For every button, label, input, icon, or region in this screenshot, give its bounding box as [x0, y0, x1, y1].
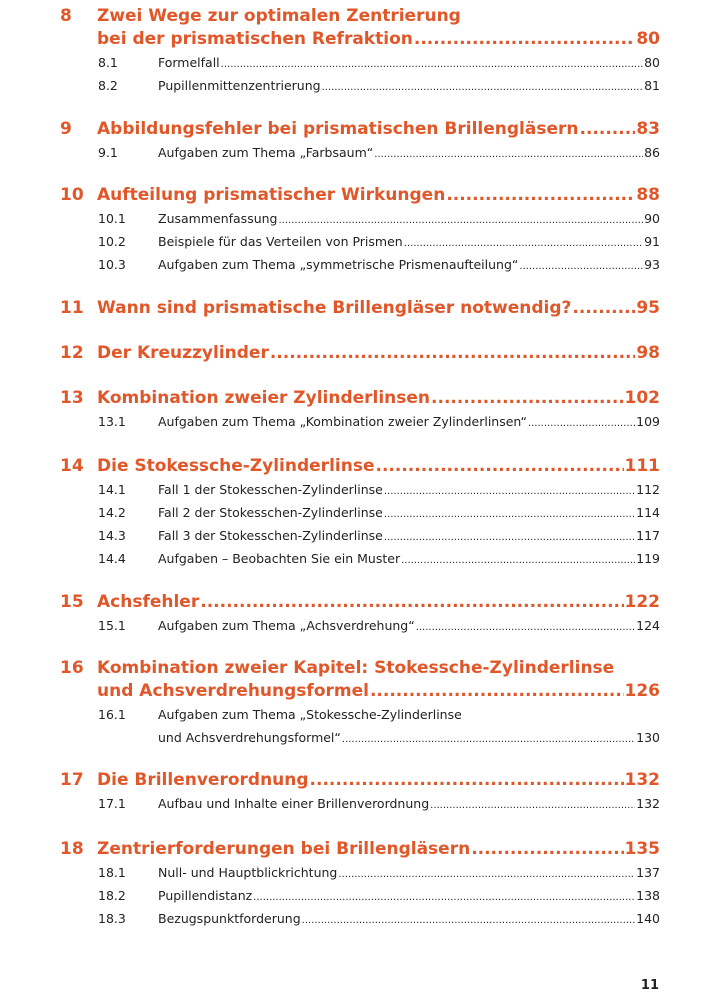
leader-dots [270, 342, 635, 365]
chapter-heading[interactable] [60, 455, 660, 478]
chapter-title: Aufteilung prismatischer Wirkungen [97, 185, 446, 205]
toc-section[interactable] [98, 547, 660, 570]
chapter-heading[interactable] [60, 769, 660, 792]
toc-chapter [60, 5, 660, 97]
leader-dots [375, 455, 623, 478]
section-title: Aufgaben – Beobachten Sie ein Muster [158, 551, 401, 566]
toc-chapter [60, 455, 660, 570]
section-title: Pupillenmittenzentrierung [158, 78, 321, 93]
section-title: Aufgaben zum Thema „Achsverdrehung“ [158, 618, 415, 633]
chapter-heading[interactable] [60, 297, 660, 320]
chapter-title: Abbildungsfehler bei prismatischen Brillengläsern [97, 119, 579, 139]
section-number: 17.1 [98, 796, 126, 811]
chapter-heading[interactable] [60, 591, 660, 614]
leader-dots [253, 886, 635, 909]
leader-dots [374, 143, 643, 166]
chapter-heading[interactable] [60, 657, 660, 680]
section-page: 114 [636, 505, 660, 520]
chapter-title: Der Kreuzzylinder [97, 343, 269, 363]
leader-dots [302, 909, 636, 932]
chapter-page: 80 [636, 29, 660, 49]
section-page: 91 [644, 234, 660, 249]
section-number: 15.1 [98, 618, 126, 633]
leader-dots [431, 387, 623, 410]
toc-section[interactable] [98, 501, 660, 524]
section-number: 16.1 [98, 707, 126, 722]
section-title: Aufgaben zum Thema „Farbsaum“ [158, 145, 374, 160]
toc-section[interactable] [98, 703, 660, 726]
chapter-number: 8 [60, 6, 72, 26]
chapter-title: Achsfehler [97, 592, 200, 612]
chapter-title: Die Stokessche-Zylinderlinse [97, 456, 375, 476]
section-title: und Achsverdrehungsformel“ [158, 730, 341, 745]
chapter-page: 102 [624, 388, 660, 408]
leader-dots [414, 28, 635, 51]
section-title: Fall 2 der Stokesschen-Zylinderlinse [158, 505, 383, 520]
section-number: 10.2 [98, 234, 126, 249]
section-page: 137 [636, 865, 660, 880]
chapter-heading[interactable] [60, 118, 660, 141]
toc-section[interactable] [98, 51, 660, 74]
chapter-number: 17 [60, 770, 84, 790]
section-title: Bezugspunktforderung [158, 911, 301, 926]
section-title: Aufbau und Inhalte einer Brillenverordnung [158, 796, 430, 811]
chapter-page: 111 [624, 456, 660, 476]
chapter-heading[interactable] [60, 342, 660, 365]
toc-section[interactable] [98, 230, 660, 253]
chapter-page: 135 [624, 839, 660, 859]
toc-section[interactable] [98, 614, 660, 637]
toc-chapter [60, 184, 660, 276]
toc-section[interactable] [98, 792, 660, 815]
section-number: 8.1 [98, 55, 118, 70]
chapter-title: Kombination zweier Kapitel: Stokessche-Zylinderlinse [97, 658, 615, 678]
leader-dots [384, 526, 635, 549]
chapter-title: Zwei Wege zur optimalen Zentrierung [97, 6, 461, 26]
page-number: 11 [640, 978, 659, 993]
section-number: 14.4 [98, 551, 126, 566]
chapter-number: 13 [60, 388, 84, 408]
toc-section[interactable] [98, 74, 660, 97]
toc-section[interactable] [98, 524, 660, 547]
chapter-page: 83 [636, 119, 660, 139]
section-title: Aufgaben zum Thema „Kombination zweier Zylinderlinsen“ [158, 414, 527, 429]
toc-chapter [60, 387, 660, 433]
toc-chapter [60, 769, 660, 815]
leader-dots [572, 297, 635, 320]
leader-dots [580, 118, 636, 141]
chapter-title: bei der prismatischen Refraktion [97, 29, 413, 49]
section-page: 93 [644, 257, 660, 272]
leader-dots [200, 591, 623, 614]
section-title: Zusammenfassung [158, 211, 278, 226]
chapter-title: Kombination zweier Zylinderlinsen [97, 388, 431, 408]
leader-dots [528, 412, 635, 435]
chapter-title: und Achsverdrehungsformel [97, 681, 369, 701]
chapter-heading[interactable] [60, 5, 660, 28]
leader-dots [279, 209, 644, 232]
leader-dots [322, 76, 644, 99]
chapter-number: 12 [60, 343, 84, 363]
toc-section[interactable] [98, 861, 660, 884]
section-title: Beispiele für das Verteilen von Prismen [158, 234, 403, 249]
chapter-number: 11 [60, 298, 84, 318]
section-number: 14.1 [98, 482, 126, 497]
leader-dots [384, 480, 635, 503]
chapter-number: 15 [60, 592, 84, 612]
section-number: 14.2 [98, 505, 126, 520]
leader-dots [401, 549, 635, 572]
section-title: Pupillendistanz [158, 888, 253, 903]
chapter-page: 88 [636, 185, 660, 205]
section-number: 18.2 [98, 888, 126, 903]
leader-dots [446, 184, 635, 207]
section-page: 81 [644, 78, 660, 93]
toc-chapter [60, 838, 660, 930]
leader-dots [310, 769, 624, 792]
section-page: 112 [636, 482, 660, 497]
chapter-heading[interactable] [60, 184, 660, 207]
section-page: 90 [644, 211, 660, 226]
section-title: Aufgaben zum Thema „Stokessche-Zylinderlinse [158, 707, 462, 722]
section-title: Fall 3 der Stokesschen-Zylinderlinse [158, 528, 383, 543]
section-page: 109 [636, 414, 660, 429]
toc-section[interactable] [98, 410, 660, 433]
section-page: 80 [644, 55, 660, 70]
chapter-number: 9 [60, 119, 72, 139]
chapter-number: 16 [60, 658, 84, 678]
leader-dots [384, 503, 635, 526]
chapter-heading[interactable] [60, 387, 660, 410]
toc-section[interactable] [98, 141, 660, 164]
section-page: 130 [636, 730, 660, 745]
toc-section-continued[interactable] [98, 726, 660, 749]
leader-dots [430, 794, 635, 817]
toc-chapter [60, 591, 660, 637]
leader-dots [370, 680, 624, 703]
section-page: 117 [636, 528, 660, 543]
chapter-title: Wann sind prismatische Brillengläser notwendig? [97, 298, 572, 318]
leader-dots [221, 53, 643, 76]
section-title: Null- und Hauptblickrichtung [158, 865, 338, 880]
section-number: 10.1 [98, 211, 126, 226]
leader-dots [338, 863, 635, 886]
chapter-heading[interactable] [60, 838, 660, 861]
section-page: 119 [636, 551, 660, 566]
section-number: 9.1 [98, 145, 118, 160]
section-title: Fall 1 der Stokesschen-Zylinderlinse [158, 482, 383, 497]
section-number: 14.3 [98, 528, 126, 543]
toc-section[interactable] [98, 907, 660, 930]
chapter-number: 18 [60, 839, 84, 859]
chapter-heading-continued[interactable] [60, 28, 660, 51]
chapter-title: Die Brillenverordnung [97, 770, 309, 790]
toc-section[interactable] [98, 253, 660, 276]
section-title: Aufgaben zum Thema „symmetrische Prismenaufteilung“ [158, 257, 519, 272]
section-number: 13.1 [98, 414, 126, 429]
section-page: 124 [636, 618, 660, 633]
chapter-page: 132 [624, 770, 660, 790]
chapter-heading-continued[interactable] [60, 680, 660, 703]
section-number: 18.1 [98, 865, 126, 880]
chapter-page: 126 [624, 681, 660, 701]
section-number: 8.2 [98, 78, 118, 93]
section-number: 10.3 [98, 257, 126, 272]
section-title: Formelfall [158, 55, 220, 70]
toc-section[interactable] [98, 884, 660, 907]
chapter-page: 95 [636, 298, 660, 318]
section-page: 140 [636, 911, 660, 926]
section-page: 86 [644, 145, 660, 160]
toc-chapter [60, 297, 660, 320]
toc-section[interactable] [98, 207, 660, 230]
leader-dots [471, 838, 623, 861]
leader-dots [404, 232, 643, 255]
toc-chapter [60, 342, 660, 365]
section-page: 138 [636, 888, 660, 903]
leader-dots [519, 255, 643, 278]
leader-dots [342, 728, 635, 751]
chapter-page: 122 [624, 592, 660, 612]
chapter-page: 98 [636, 343, 660, 363]
toc-chapter [60, 657, 660, 749]
chapter-number: 10 [60, 185, 84, 205]
section-page: 132 [636, 796, 660, 811]
section-number: 18.3 [98, 911, 126, 926]
leader-dots [416, 616, 635, 639]
toc-section[interactable] [98, 478, 660, 501]
toc-chapter [60, 118, 660, 164]
chapter-number: 14 [60, 456, 84, 476]
chapter-title: Zentrierforderungen bei Brillengläsern [97, 839, 471, 859]
